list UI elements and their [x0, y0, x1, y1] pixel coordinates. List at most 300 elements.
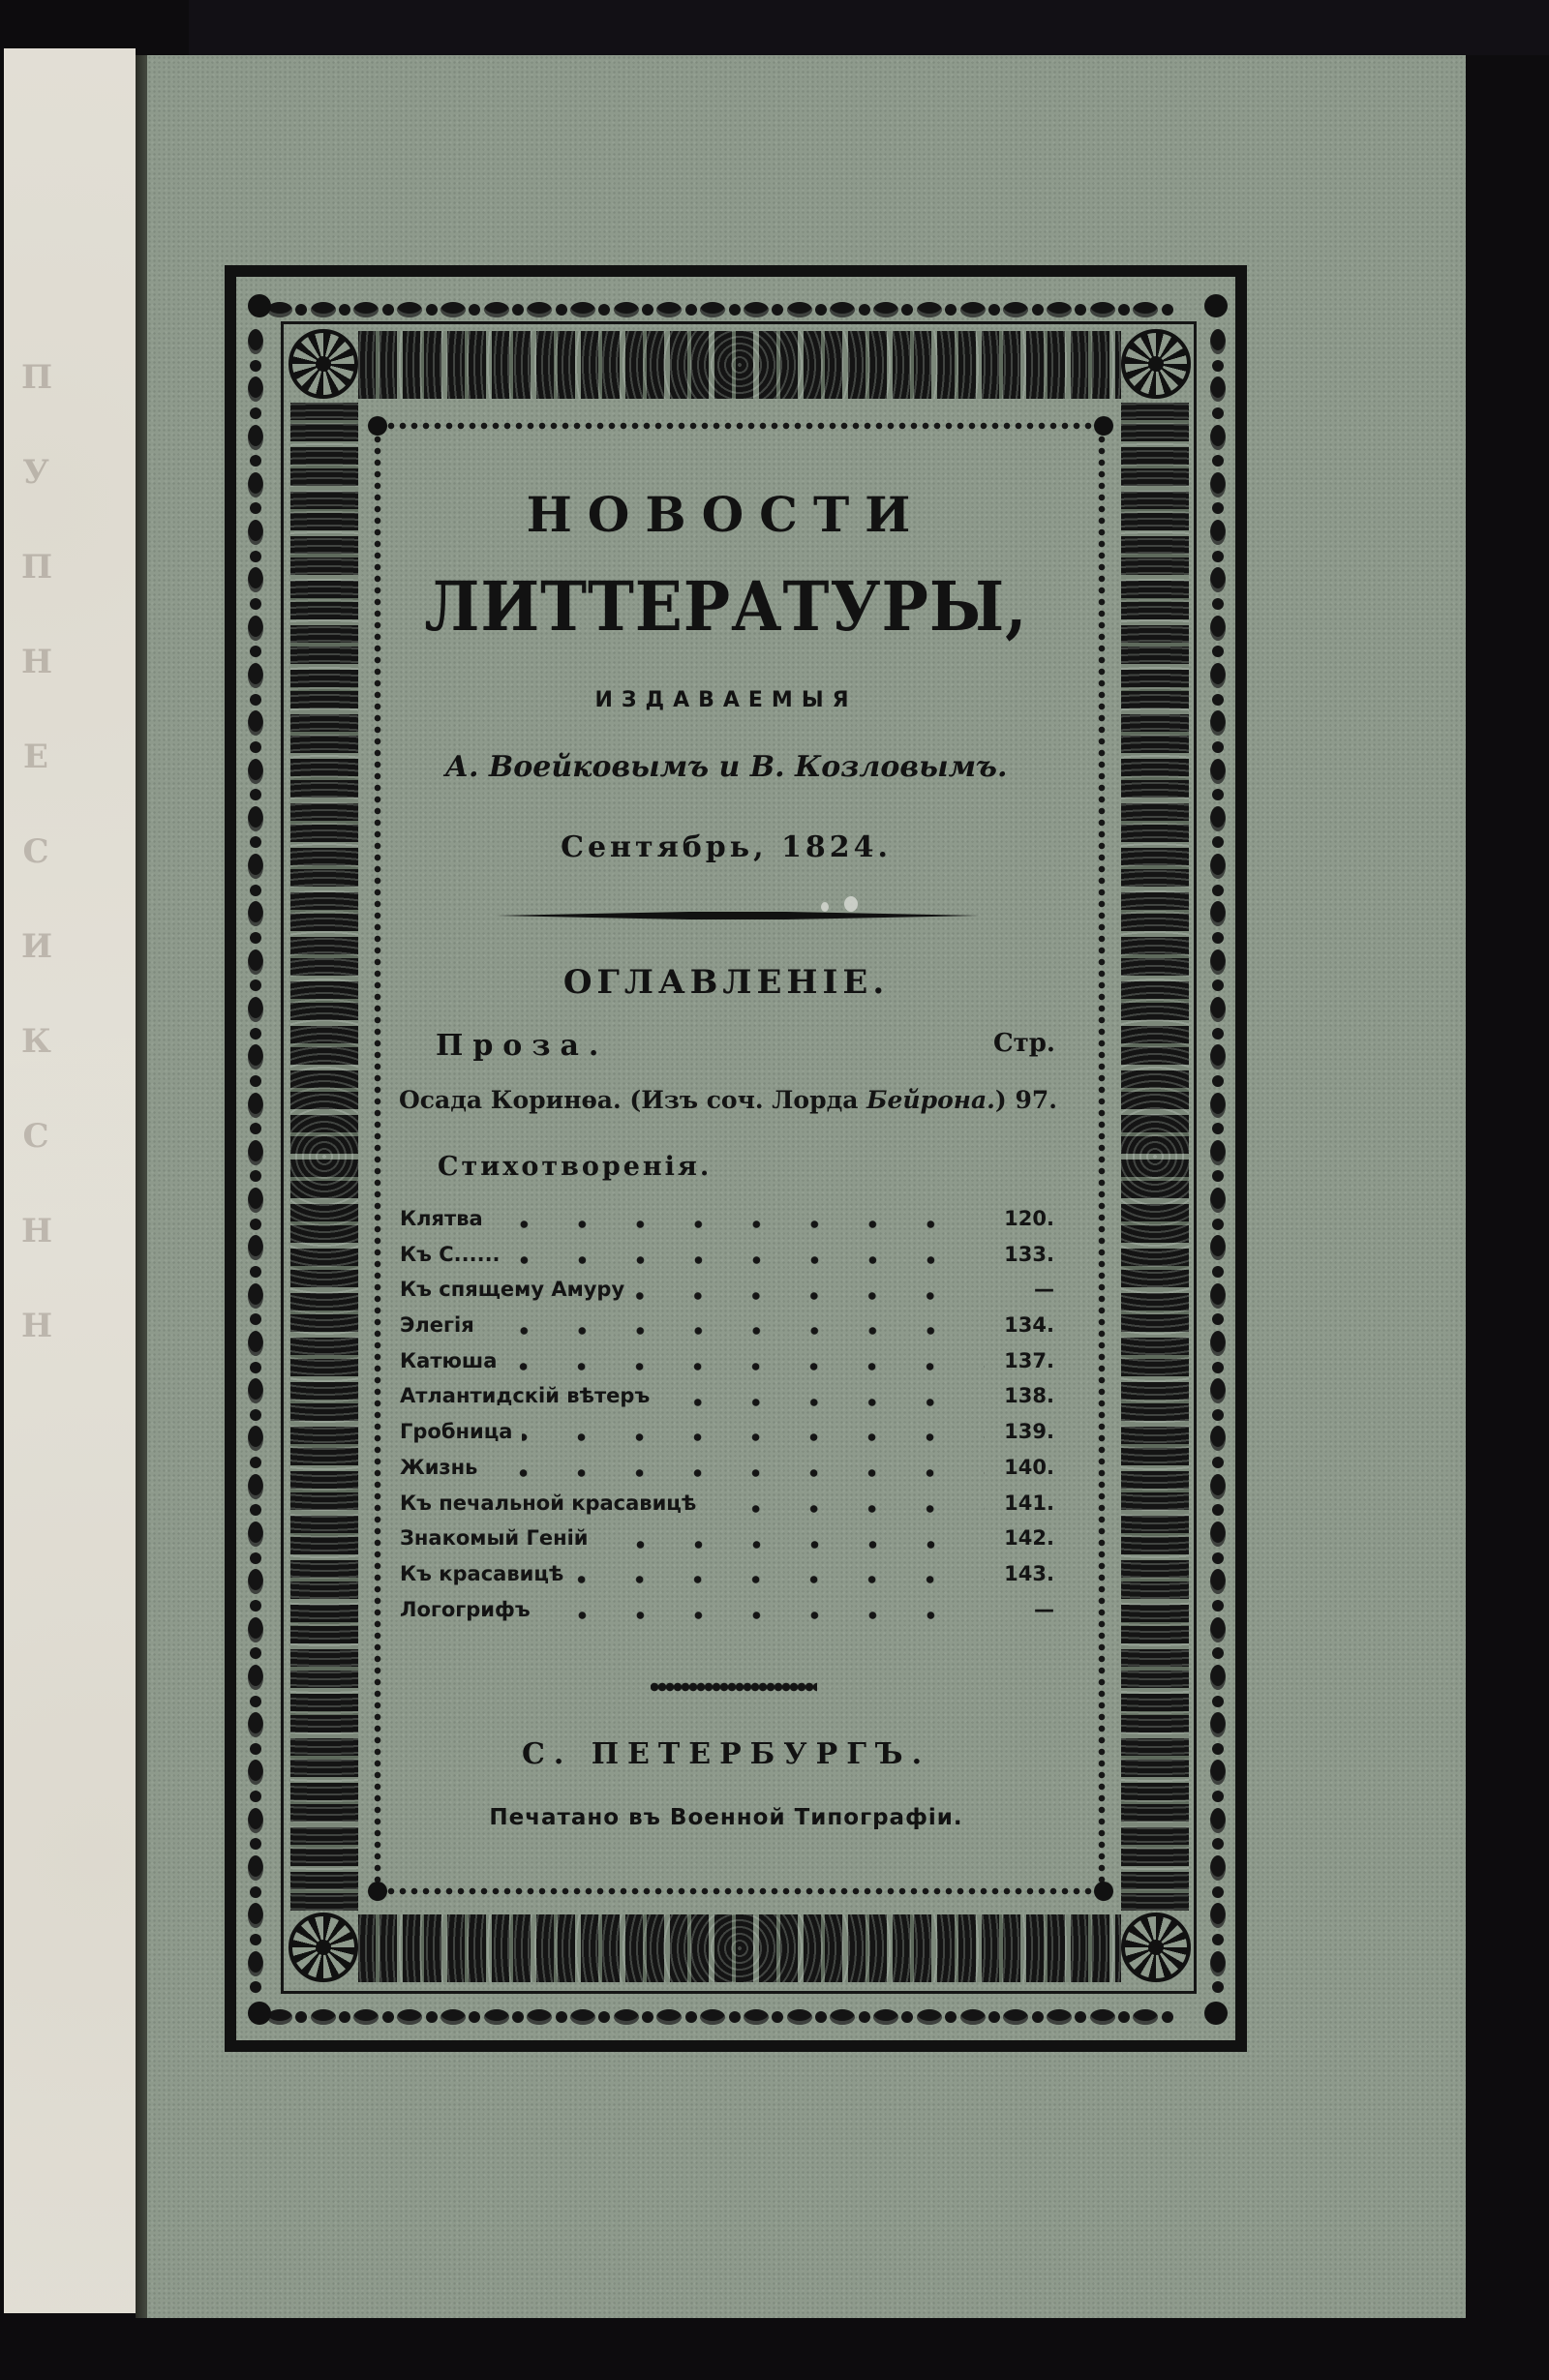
bead-ornament	[1212, 1504, 1224, 1516]
bead-ornament	[1210, 1426, 1226, 1451]
bead-ornament	[1212, 502, 1224, 514]
bead-ornament	[248, 1569, 263, 1594]
bead-ornament	[248, 759, 263, 784]
bead-ornament	[250, 979, 261, 991]
bead-ornament	[1212, 551, 1224, 562]
toc-entry-page: 141.	[1004, 1491, 1054, 1515]
bead-ornament	[787, 302, 812, 317]
dot-leader	[573, 1576, 985, 1583]
bead-ornament	[1210, 1235, 1226, 1260]
prose-section-header	[436, 1029, 1055, 1063]
bead-ornament	[1210, 1808, 1226, 1833]
toc-entry-page: 120.	[1004, 1207, 1054, 1230]
bead-ornament	[250, 455, 261, 467]
toc-entry-title: Клятва	[400, 1207, 483, 1230]
bead-ornament	[815, 304, 827, 316]
bead-ornament	[250, 1886, 261, 1898]
wave-corner-bl	[368, 1882, 387, 1901]
toc-entry-prose	[399, 1086, 1057, 1114]
bead-ornament	[1212, 1028, 1224, 1039]
bead-ornament	[1210, 1951, 1226, 1976]
bead-ornament	[248, 901, 263, 926]
bead-ornament	[642, 2011, 653, 2023]
bead-ornament	[250, 1457, 261, 1468]
bead-ornament	[1212, 1219, 1224, 1230]
bead-ornament	[248, 663, 263, 688]
bead-ornament	[248, 997, 263, 1022]
bead-ornament	[295, 304, 307, 316]
bead-ornament	[1212, 1075, 1224, 1087]
bead-ornament	[1212, 932, 1224, 944]
bead-ornament	[1162, 2011, 1173, 2023]
published-by-label: ИЗДАВАЕМЫЯ	[594, 688, 858, 712]
toc-entry-title	[399, 1086, 1007, 1114]
bead-ornament	[397, 302, 422, 317]
bead-ornament	[744, 302, 769, 317]
dot-leader	[484, 1327, 985, 1335]
bead-ornament	[1212, 1886, 1224, 1898]
bead-ornament	[1210, 1378, 1226, 1403]
bead-ornament	[484, 2009, 509, 2025]
toc-entry-title: Къ С......	[400, 1242, 501, 1266]
bead-ornament	[353, 302, 379, 317]
bead-ornament	[1210, 710, 1226, 736]
bead-ornament	[248, 1951, 263, 1976]
bead-ornament	[1210, 472, 1226, 497]
toc-entry-page: 139.	[1004, 1420, 1054, 1444]
bead-ornament	[250, 932, 261, 944]
bead-ornament	[311, 2009, 336, 2025]
bead-ornament	[1210, 901, 1226, 926]
bead-ornament	[1032, 2011, 1044, 2023]
prose-label: Проза.	[436, 1029, 609, 1063]
bead-ornament	[248, 806, 263, 831]
bead-ornament	[556, 304, 567, 316]
bead-ornament	[945, 304, 957, 316]
bead-ornament	[656, 2009, 682, 2025]
dot-leader	[493, 1220, 985, 1228]
bead-ornament	[901, 2011, 913, 2023]
toc-entry	[400, 1491, 1054, 1527]
ornament-band-bottom	[358, 1914, 1121, 1982]
toc-entry-page: 143.	[1004, 1561, 1054, 1585]
editors: А. Воейковымъ и В. Козловымъ.	[444, 750, 1008, 784]
bleed-letter: К	[21, 1022, 51, 1061]
bead-ornament	[1047, 302, 1072, 317]
bead-ornament	[1212, 455, 1224, 467]
bead-ornament	[1210, 1903, 1226, 1928]
bead-ornament	[917, 302, 942, 317]
ornamental-squiggle	[651, 1682, 817, 1692]
bead-ornament	[250, 1075, 261, 1087]
bead-ornament	[685, 2011, 697, 2023]
bead-ornament	[1212, 885, 1224, 896]
bead-ornament	[1075, 304, 1086, 316]
bead-ornament	[598, 304, 610, 316]
bead-ornament	[1210, 997, 1226, 1022]
bead-ornament	[988, 2011, 1000, 2023]
bead-ornament	[700, 302, 725, 317]
toc-entry-title: Элегія	[400, 1313, 474, 1338]
bead-ornament	[250, 836, 261, 848]
bead-ornament	[250, 1028, 261, 1039]
bead-ornament	[248, 1665, 263, 1690]
toc-heading: ОГЛАВЛЕНІЕ.	[562, 963, 890, 1002]
bead-ornament	[1003, 2009, 1028, 2025]
bead-ornament	[787, 2009, 812, 2025]
bead-ornament	[382, 2011, 394, 2023]
bead-ornament	[250, 407, 261, 419]
dot-leader	[506, 1363, 985, 1371]
bead-ornament	[382, 304, 394, 316]
dot-leader	[522, 1433, 985, 1441]
bead-ornament	[1210, 1140, 1226, 1165]
bead-ornament	[250, 741, 261, 753]
bead-ornament	[248, 710, 263, 736]
bead-ornament	[642, 304, 653, 316]
bead-ornament	[248, 1903, 263, 1928]
bead-ornament	[830, 2009, 855, 2025]
toc-entry	[400, 1420, 1054, 1456]
bead-ornament	[248, 520, 263, 545]
bead-ornament	[1212, 407, 1224, 419]
toc-entry-page: 140.	[1004, 1455, 1054, 1479]
bleed-letter: Е	[23, 738, 48, 776]
bead-ornament	[1212, 1457, 1224, 1468]
bead-ornament	[1212, 1552, 1224, 1564]
toc-entry-paren: )	[994, 1086, 1007, 1114]
bead-ornament	[250, 1934, 261, 1945]
bead-ornament	[248, 949, 263, 975]
bead-ornament	[901, 304, 913, 316]
ornament-band-top	[358, 331, 1121, 399]
bead-ornament	[1003, 302, 1028, 317]
bead-ornament	[1210, 854, 1226, 879]
bead-ornament	[248, 1188, 263, 1213]
toc-entry	[400, 1562, 1054, 1598]
bead-ornament	[248, 1760, 263, 1785]
toc-entry-page: 142.	[1004, 1526, 1054, 1551]
left-page	[4, 48, 136, 2313]
bead-ornament	[1212, 694, 1224, 706]
bead-ornament	[1210, 1283, 1226, 1309]
bead-ornament	[1212, 1123, 1224, 1134]
bead-ornament	[250, 1696, 261, 1707]
bead-ornament	[248, 1235, 263, 1260]
bead-ornament	[1212, 1313, 1224, 1325]
rosette-ornament-bl	[289, 1913, 358, 1982]
bead-ornament	[248, 425, 263, 450]
bleed-letter: П	[21, 358, 53, 397]
toc-entry-title: Логогрифъ	[400, 1597, 531, 1621]
toc-entry-title: Къ спящему Амуру	[400, 1278, 625, 1302]
toc-entry	[400, 1456, 1054, 1491]
bead-ornament	[1210, 806, 1226, 831]
bead-ornament	[250, 885, 261, 896]
bead-ornament	[1212, 789, 1224, 800]
page-column-label: Стр.	[992, 1029, 1055, 1058]
bead-ornament	[1212, 1791, 1224, 1802]
bead-ornament	[250, 1362, 261, 1373]
bead-ornament	[1212, 598, 1224, 610]
bead-ornament	[1212, 1696, 1224, 1707]
toc-entry-title: Знакомый Геній	[400, 1526, 589, 1551]
bleed-letter: Н	[21, 1212, 53, 1250]
bead-ornament	[250, 1313, 261, 1325]
ornament-band-right	[1121, 403, 1189, 1911]
bead-ornament	[873, 302, 898, 317]
wave-corner-tl	[368, 416, 387, 436]
bead-ornament	[729, 2011, 741, 2023]
bead-ornament	[527, 2009, 552, 2025]
bead-ornament	[1118, 2011, 1130, 2023]
bead-ornament	[1212, 1600, 1224, 1612]
bead-ornament	[248, 472, 263, 497]
bead-ornament	[250, 502, 261, 514]
bead-ornament	[295, 2011, 307, 2023]
background-top	[189, 0, 1549, 55]
bead-ornament	[772, 2011, 783, 2023]
bead-ornament	[248, 1474, 263, 1499]
bead-ornament	[1090, 302, 1115, 317]
bead-ornament	[250, 1409, 261, 1421]
bead-ornament	[250, 646, 261, 657]
bead-ornament	[614, 302, 639, 317]
bleed-letter: Н	[21, 643, 53, 681]
bead-ornament	[248, 616, 263, 641]
paper-damage-spot	[844, 896, 858, 912]
bead-ornament	[570, 2009, 595, 2025]
bead-ornament	[960, 2009, 986, 2025]
bead-ornament	[250, 1600, 261, 1612]
dot-leader	[598, 1541, 985, 1549]
bead-ornament	[830, 302, 855, 317]
toc-entry-title: Катюша	[400, 1348, 498, 1372]
bleed-letter: С	[22, 1117, 49, 1156]
bead-ornament	[1210, 1617, 1226, 1642]
imprint-printer: Печатано въ Военной Типографіи.	[489, 1805, 963, 1830]
bead-ornament	[1047, 2009, 1072, 2025]
bead-ornament	[1212, 1743, 1224, 1755]
bead-ornament	[1212, 1647, 1224, 1659]
bead-ornament	[339, 2011, 350, 2023]
bead-ornament	[250, 1123, 261, 1134]
bead-ornament	[1133, 2009, 1158, 2025]
bead-ornament	[1210, 616, 1226, 641]
bead-ornament	[556, 2011, 567, 2023]
bead-ornament	[1212, 741, 1224, 753]
bead-ornament	[1212, 1838, 1224, 1850]
bead-ornament	[527, 302, 552, 317]
bead-ornament	[1210, 1474, 1226, 1499]
bead-border-top	[267, 300, 1173, 319]
bead-ornament	[1210, 567, 1226, 592]
toc-entry-page: 134.	[1004, 1313, 1054, 1338]
bead-ornament	[250, 551, 261, 562]
bead-ornament	[248, 1426, 263, 1451]
title-line-1: НОВОСТИ	[526, 486, 926, 543]
bead-ornament	[250, 1647, 261, 1659]
bead-ornament	[250, 694, 261, 706]
title-line-2: ЛИТТЕРАТУРЫ,	[424, 566, 1028, 647]
bead-ornament	[815, 2011, 827, 2023]
bead-ornament	[248, 1093, 263, 1118]
bead-ornament	[250, 1791, 261, 1802]
bead-ornament	[250, 1743, 261, 1755]
bead-ornament	[1210, 1044, 1226, 1069]
bead-ornament	[859, 304, 870, 316]
bead-ornament	[353, 2009, 379, 2025]
toc-entry	[400, 1349, 1054, 1385]
bead-ornament	[250, 1266, 261, 1278]
bead-corner-br	[1204, 2002, 1228, 2025]
bead-ornament	[945, 2011, 957, 2023]
toc-entry-page: —	[1034, 1597, 1054, 1621]
bead-ornament	[248, 1378, 263, 1403]
dot-leader	[659, 1399, 985, 1406]
bead-ornament	[250, 1981, 261, 1993]
bead-ornament	[873, 2009, 898, 2025]
dot-leader	[706, 1505, 985, 1513]
bead-ornament	[426, 2011, 438, 2023]
bead-border-left	[246, 329, 265, 1994]
bead-ornament	[1210, 1712, 1226, 1737]
bead-ornament	[469, 2011, 480, 2023]
bead-ornament	[1212, 1981, 1224, 1993]
bead-ornament	[1212, 360, 1224, 372]
bead-ornament	[1162, 304, 1173, 316]
bead-ornament	[469, 304, 480, 316]
bead-ornament	[859, 2011, 870, 2023]
bead-ornament	[1212, 1409, 1224, 1421]
toc-entry-author: Бейрона.	[866, 1086, 995, 1114]
bead-ornament	[339, 304, 350, 316]
bead-ornament	[1210, 1331, 1226, 1356]
bead-ornament	[744, 2009, 769, 2025]
bead-ornament	[248, 1283, 263, 1309]
bleed-letter: П	[21, 548, 53, 587]
bead-ornament	[1210, 759, 1226, 784]
toc-entry	[400, 1207, 1054, 1243]
dot-leader	[634, 1292, 985, 1300]
toc-entry-page: 137.	[1004, 1348, 1054, 1372]
bead-ornament	[1075, 2011, 1086, 2023]
bead-ornament	[248, 377, 263, 402]
wave-border-top	[387, 422, 1098, 430]
bead-ornament	[248, 567, 263, 592]
wave-border-left	[374, 436, 381, 1887]
toc-entry-page: 97.	[1015, 1086, 1057, 1114]
dot-leader	[487, 1469, 985, 1477]
bead-ornament	[1212, 646, 1224, 657]
bead-ornament	[250, 789, 261, 800]
toc-entry-page: —	[1034, 1278, 1054, 1302]
bead-ornament	[250, 360, 261, 372]
bleed-letter: И	[21, 927, 53, 966]
bleed-letter: С	[22, 832, 49, 871]
bead-ornament	[248, 854, 263, 879]
toc-entry-page: 138.	[1004, 1384, 1054, 1408]
bead-ornament	[1212, 836, 1224, 848]
toc-entry-title: Къ печальной красавицѣ	[400, 1491, 697, 1515]
bead-ornament	[772, 304, 783, 316]
rosette-ornament-br	[1121, 1913, 1191, 1982]
bead-ornament	[426, 304, 438, 316]
bead-ornament	[248, 1617, 263, 1642]
bead-border-bottom	[267, 2007, 1173, 2027]
bead-ornament	[729, 304, 741, 316]
bead-ornament	[250, 1838, 261, 1850]
bead-ornament	[250, 1552, 261, 1564]
bead-ornament	[1210, 1093, 1226, 1118]
bead-ornament	[250, 598, 261, 610]
bead-ornament	[1212, 1362, 1224, 1373]
bead-ornament	[1210, 1855, 1226, 1881]
bead-ornament	[1118, 304, 1130, 316]
bead-ornament	[1210, 425, 1226, 450]
imprint-city: С. ПЕТЕРБУРГЪ.	[521, 1737, 931, 1771]
toc-entry-title: Гробница	[400, 1420, 513, 1444]
bead-ornament	[1210, 329, 1226, 354]
bead-border-right	[1208, 329, 1228, 1994]
bead-ornament	[248, 1808, 263, 1833]
bead-ornament	[250, 1170, 261, 1182]
bead-ornament	[1133, 302, 1158, 317]
bead-ornament	[960, 302, 986, 317]
wave-border-right	[1098, 436, 1106, 1887]
wave-corner-tr	[1094, 416, 1113, 436]
bead-ornament	[440, 302, 466, 317]
dot-leader	[510, 1256, 985, 1264]
bead-corner-tl	[248, 294, 271, 317]
bead-ornament	[250, 1219, 261, 1230]
bead-ornament	[250, 1504, 261, 1516]
bead-ornament	[614, 2009, 639, 2025]
bead-ornament	[1210, 520, 1226, 545]
toc-entry-title: Атлантидскій вѣтеръ	[400, 1384, 651, 1408]
bead-ornament	[1032, 304, 1044, 316]
bead-ornament	[988, 304, 1000, 316]
bead-ornament	[1210, 1521, 1226, 1547]
issue-date: Сентябрь, 1824.	[561, 830, 892, 864]
bead-ornament	[1212, 1266, 1224, 1278]
bead-ornament	[248, 1140, 263, 1165]
ornament-band-left	[290, 403, 358, 1911]
bead-ornament	[1210, 1188, 1226, 1213]
bead-ornament	[512, 2011, 524, 2023]
toc-entry	[400, 1598, 1054, 1634]
bead-ornament	[917, 2009, 942, 2025]
paper-damage-spot	[821, 902, 829, 912]
toc-entry-title: Къ красавицѣ	[400, 1561, 564, 1585]
toc-poems-list	[400, 1207, 1054, 1633]
bead-ornament	[1210, 663, 1226, 688]
bleed-letter: Н	[21, 1307, 53, 1345]
bead-ornament	[1210, 1665, 1226, 1690]
bead-ornament	[685, 304, 697, 316]
toc-entry	[400, 1384, 1054, 1420]
bead-ornament	[1212, 1934, 1224, 1945]
bead-ornament	[248, 1044, 263, 1069]
bead-ornament	[248, 1712, 263, 1737]
bead-ornament	[484, 302, 509, 317]
rosette-ornament-tr	[1121, 329, 1191, 399]
bead-ornament	[248, 329, 263, 354]
bead-ornament	[700, 2009, 725, 2025]
toc-entry	[400, 1278, 1054, 1313]
rosette-ornament-tl	[289, 329, 358, 399]
toc-entry-page: 133.	[1004, 1242, 1054, 1266]
